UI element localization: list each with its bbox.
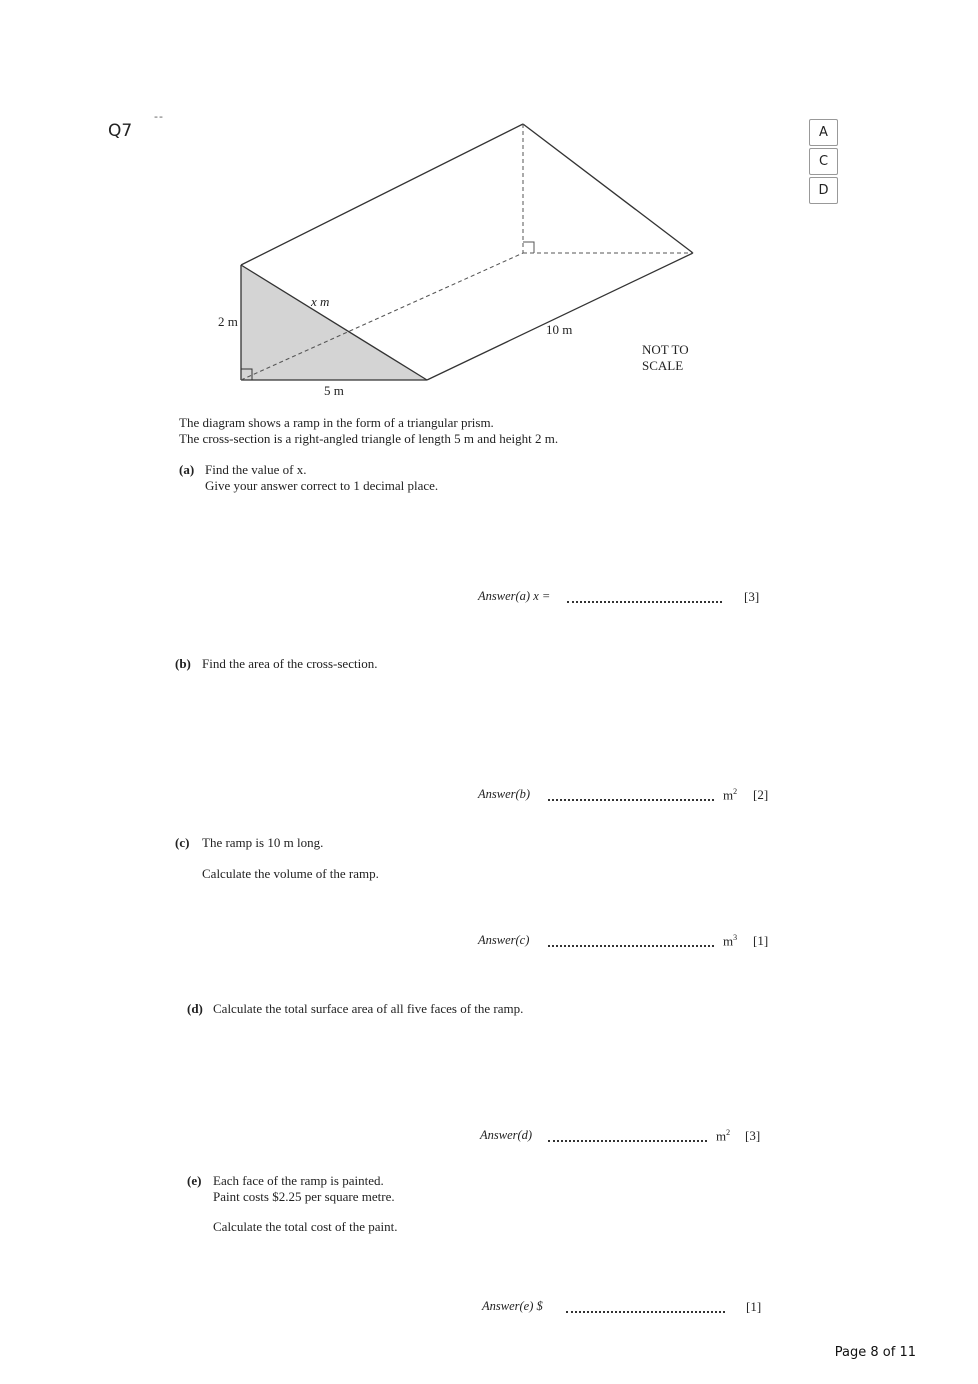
part-d-label: (d) [187,1001,203,1016]
part-a-line-1: Find the value of x. [205,462,307,477]
answer-d-unit: $m^2$ [716,1128,731,1144]
answer-d-field[interactable] [548,1139,707,1142]
intro-text [179,415,558,447]
answer-a-marks: [3] [744,589,760,604]
question-number: Q7 [108,121,133,141]
part-c-line-2: Calculate the volume of the ramp. [202,866,379,881]
label-base: 5 m [324,383,344,398]
part-a-label: (a) [179,462,195,477]
answer-c-label: Answer(c) [478,933,530,947]
tag-d-button[interactable]: D [809,177,838,204]
answer-b-marks: [2] [753,787,769,802]
not-to-scale-line1: NOT TO [642,342,689,357]
answer-c-field[interactable] [548,944,714,947]
part-e-text [213,1173,395,1205]
part-b-line-1: Find the area of the cross-section. [202,656,378,671]
label-height: 2 m [218,314,238,329]
answer-b-label: Answer(b) [478,787,531,801]
tag-c-button[interactable]: C [809,148,838,175]
answer-d-marks: [3] [745,1128,761,1143]
not-to-scale-line2: SCALE [642,358,684,373]
part-a-line-2: Give your answer correct to 1 decimal place. [205,478,439,493]
answer-e-label: Answer(e) $ [482,1299,543,1313]
answer-a-label: Answer(a) x = [478,589,551,603]
answer-e-field[interactable] [566,1310,725,1313]
ramp-prism-diagram [0,0,978,420]
answer-d-label: Answer(d) [480,1128,533,1142]
answer-b-field[interactable] [548,798,714,801]
part-e-line-3: Calculate the total cost of the paint. [213,1219,398,1234]
answer-c-unit: $m^3$ [723,933,738,949]
intro-line-2: The cross-section is a right-angled triangle of length 5 m and height 2 m. [179,431,559,446]
label-length: 10 m [546,322,573,337]
label-x: x m [311,294,330,309]
tag-a-button[interactable]: A [809,119,838,146]
answer-e-marks: [1] [746,1299,762,1314]
answer-a-field[interactable] [567,600,722,603]
part-c-label: (c) [175,835,190,850]
intro-line-1: The diagram shows a ramp in the form of a triangular prism. [179,415,494,430]
part-e-line-1: Each face of the ramp is painted. [213,1173,384,1188]
part-c-line-1: The ramp is 10 m long. [202,835,324,850]
question-marker: -- [154,110,164,123]
part-d-line-1: Calculate the total surface area of all five faces of the ramp. [213,1001,524,1016]
page-number: Page 8 of 11 [834,1345,916,1360]
part-e-line-2: Paint costs $2.25 per square metre. [213,1189,395,1204]
right-angle-marker-back [523,242,534,253]
answer-b-unit: $m^2$ [723,787,738,803]
part-a-text [205,462,438,494]
part-e-label: (e) [187,1173,202,1188]
answer-c-marks: [1] [753,933,769,948]
part-b-label: (b) [175,656,191,671]
